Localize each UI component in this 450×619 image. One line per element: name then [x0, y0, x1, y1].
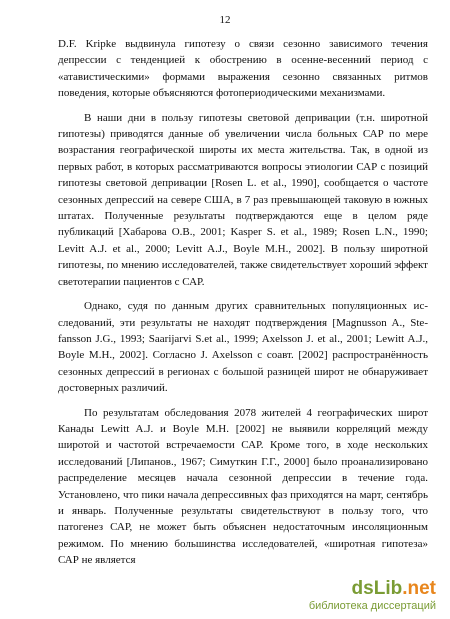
watermark-subtitle: библиотека диссертаций: [308, 600, 436, 612]
paragraph-2: В наши дни в пользу гипотезы световой депривации (т.н. широтной гипотезы) приводятся данные об увеличении числа больных САР по мере возрастания географической широты их места жительства. Так, в одной из первых работ, в которых рассматриваются вопросы этиологии САР с позиций гипотезы световой депривации [Rosen L. et al., 1990], сообщается о частоте сезонных депрессий на севере США, в 7 раз превышающей таковую в южных штатах. Полученные результаты подтверждаются еще в целом ряде публикаций [Хабарова О.В., 2001; Kasper S. et al., 1989; Rosen L.N., 1990; Levitt A.J. et al., 2000; Levitt A.J., Boyle M.H., 2002]. В пользу широтной гипотезы, по мнению исследователей, также свидетельствует хороший эффект светотерапии пациентов с САР.: [58, 111, 428, 288]
paragraph-3: Однако, судя по данным других сравнительных популяционных исследований, эти результаты не находят подтверждения [Magnusson A., Stefansson J.G., 1993; Saarijarvi S.et al., 1999; Axelsson J. et al., 2001; Lewitt A.J., Boyle M.H., 2002]. Согласно J. Axelsson с соавт. [2002] распространённость сезонных депрессий в регионах с большой разницей широт не обнаруживает достоверных различий.: [58, 300, 428, 395]
paragraph-1: D.F. Kripke выдвинула гипотезу о связи сезонно зависимого течения депрессии с тенденцией к обострению в осенне-весенний период с «атавистическими» формами выражения сезонно связанных ритмов поведения, которые объясняются фотопериодическими механизмами.: [58, 38, 428, 100]
dslib-logo: [309, 579, 436, 599]
dslib-watermark: [309, 579, 436, 613]
document-body: [58, 36, 428, 577]
paragraph-4: По результатам обследования 2078 жителей 4 географических широт Канады Lewitt A.J. и Boyle M.H. [2002] не выявили корреляций между широтой и частотой встречаемости САР. Кроме того, в ходе нескольких исследований [Липанов., 1967; Симуткин Г.Г., 2000] было проанализировано распределение месяцев начала сезонной депрессии в течение года. Установлено, что пики начала депрессивных фаз приходятся на март, сентябрь и январь. Полученные результаты свидетельствуют в пользу того, что патогенез САР, не может быть объяснен недостаточным инсоляционным режимом. По мнению большинства исследователей, «широтная гипотеза» САР не является: [58, 406, 428, 567]
page-number: 12: [219, 14, 231, 26]
logo-main: dsLib: [351, 578, 403, 599]
logo-tld: .net: [402, 578, 436, 599]
